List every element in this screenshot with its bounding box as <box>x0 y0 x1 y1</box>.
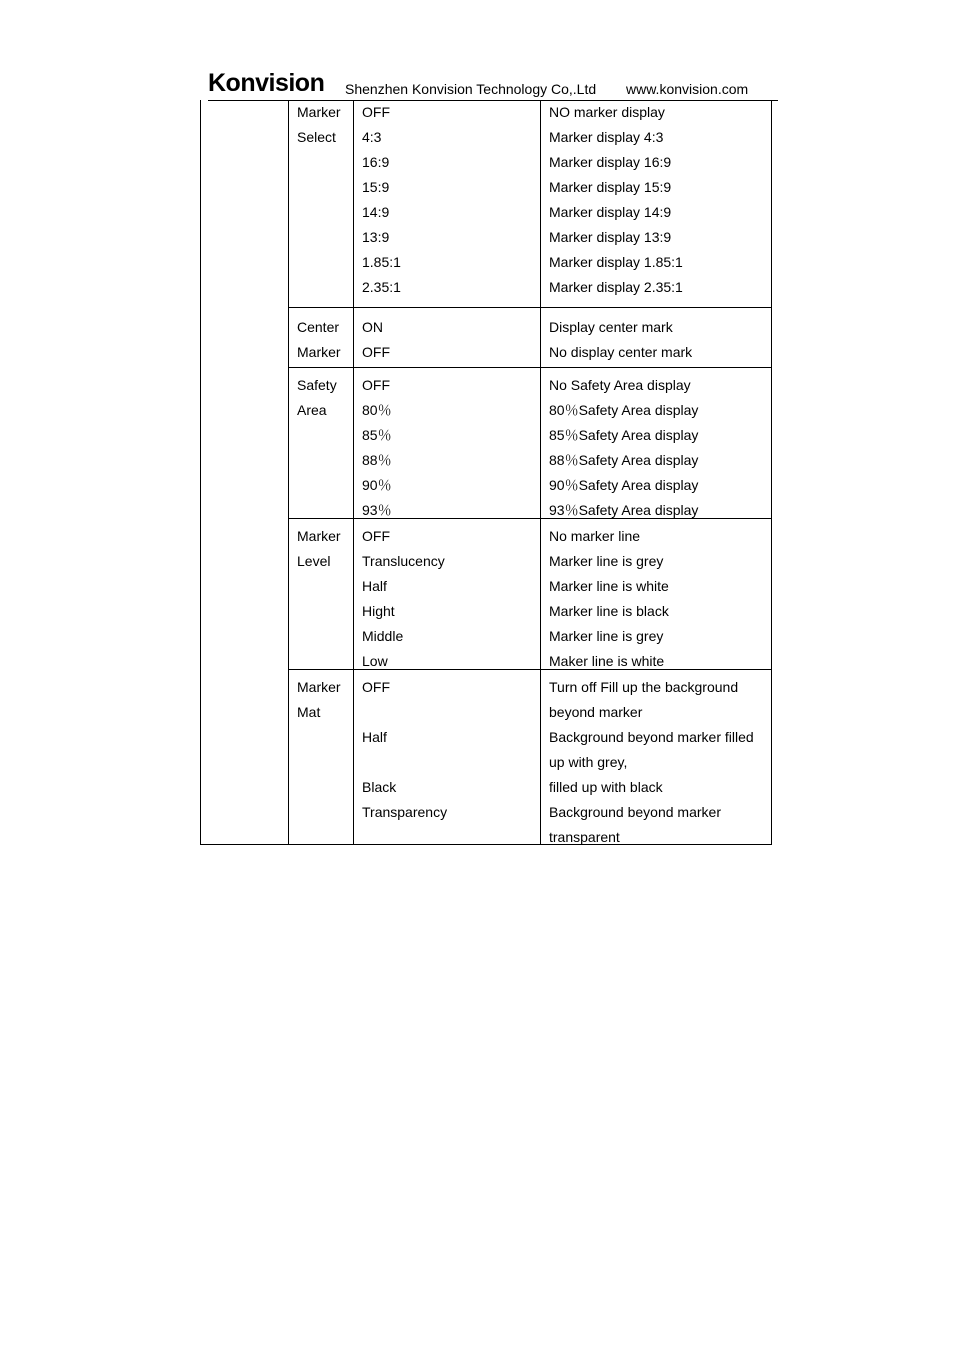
company-logo: Konvision <box>208 69 325 97</box>
option-description: Marker line is grey <box>549 628 664 644</box>
option-value: 80％ <box>362 402 392 418</box>
option-description: transparent <box>549 829 620 845</box>
option-value: 14:9 <box>362 204 390 220</box>
table-border-right <box>771 100 772 845</box>
option-value: 16:9 <box>362 154 390 170</box>
option-value: OFF <box>362 344 390 360</box>
parameter-name: Area <box>297 402 327 418</box>
option-description: filled up with black <box>549 779 663 795</box>
option-value: OFF <box>362 679 390 695</box>
table-border-left <box>200 100 201 845</box>
option-description: Marker display 2.35:1 <box>549 279 683 295</box>
option-description: Marker display 15:9 <box>549 179 672 195</box>
parameter-name: Level <box>297 553 331 569</box>
option-value: 15:9 <box>362 179 390 195</box>
option-value: Translucency <box>362 553 445 569</box>
option-description: Display center mark <box>549 319 673 335</box>
option-description: 80％Safety Area display <box>549 402 699 418</box>
option-description: No marker line <box>549 528 641 544</box>
parameter-name: Marker <box>297 104 341 120</box>
option-value: Half <box>362 578 387 594</box>
option-description: Background beyond marker filled <box>549 729 754 745</box>
option-value: OFF <box>362 528 390 544</box>
row-separator <box>288 367 772 368</box>
parameter-name: Marker <box>297 528 341 544</box>
option-description: Marker line is grey <box>549 553 664 569</box>
option-value: ON <box>362 319 383 335</box>
parameter-name: Marker <box>297 344 341 360</box>
table-divider-3 <box>540 100 541 845</box>
option-value: 88％ <box>362 452 392 468</box>
option-value: 85％ <box>362 427 392 443</box>
option-description: Maker line is white <box>549 653 665 669</box>
option-value: Transparency <box>362 804 448 820</box>
page-header <box>208 66 778 101</box>
option-description: 88％Safety Area display <box>549 452 699 468</box>
parameter-name: Center <box>297 319 340 335</box>
option-value: OFF <box>362 377 390 393</box>
option-description: Marker line is black <box>549 603 669 619</box>
option-description: Marker display 13:9 <box>549 229 672 245</box>
option-value: Black <box>362 779 397 795</box>
option-value: Hight <box>362 603 395 619</box>
option-description: No Safety Area display <box>549 377 691 393</box>
option-description: NO marker display <box>549 104 665 120</box>
company-name: Shenzhen Konvision Technology Co,.Ltd <box>345 81 597 97</box>
option-description: No display center mark <box>549 344 693 360</box>
option-description: beyond marker <box>549 704 643 720</box>
option-value: Half <box>362 729 387 745</box>
option-description: up with grey, <box>549 754 628 770</box>
table-divider-2 <box>353 100 354 845</box>
option-value: Low <box>362 653 388 669</box>
option-description: Marker display 16:9 <box>549 154 672 170</box>
parameter-name: Safety <box>297 377 337 393</box>
row-separator <box>288 669 772 670</box>
row-separator <box>288 307 772 308</box>
option-description: Background beyond marker <box>549 804 721 820</box>
option-description: 85％Safety Area display <box>549 427 699 443</box>
company-website: www.konvision.com <box>626 81 749 97</box>
option-value: OFF <box>362 104 390 120</box>
parameter-name: Mat <box>297 704 321 720</box>
option-value: 4:3 <box>362 129 382 145</box>
option-value: 2.35:1 <box>362 279 401 295</box>
option-description: 90％Safety Area display <box>549 477 699 493</box>
table-divider-1 <box>288 100 289 845</box>
parameter-name: Marker <box>297 679 341 695</box>
option-description: 93％Safety Area display <box>549 502 699 518</box>
option-description: Turn off Fill up the background <box>549 679 739 695</box>
option-value: 90％ <box>362 477 392 493</box>
option-description: Marker display 14:9 <box>549 204 672 220</box>
row-separator <box>288 518 772 519</box>
marker-settings-table <box>200 100 772 845</box>
option-description: Marker display 4:3 <box>549 129 664 145</box>
option-value: 1.85:1 <box>362 254 401 270</box>
option-description: Marker display 1.85:1 <box>549 254 683 270</box>
option-description: Marker line is white <box>549 578 669 594</box>
parameter-name: Select <box>297 129 336 145</box>
option-value: 13:9 <box>362 229 390 245</box>
table-border-bottom <box>200 844 772 845</box>
option-value: 93％ <box>362 502 392 518</box>
option-value: Middle <box>362 628 404 644</box>
